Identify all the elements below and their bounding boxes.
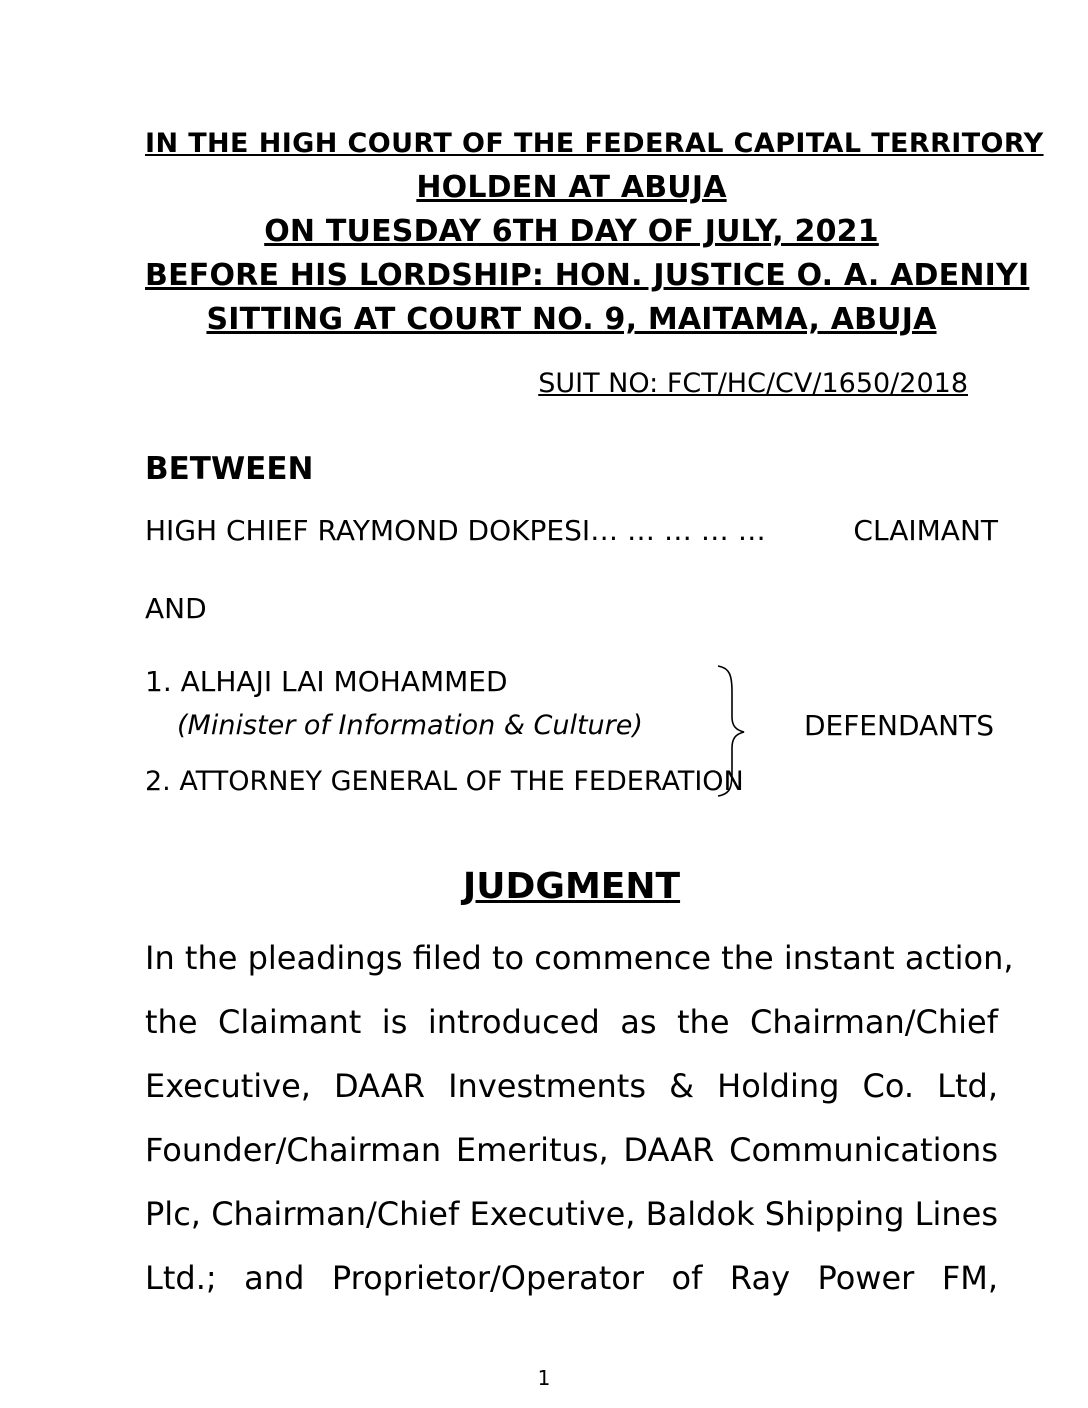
claimant-line [145,514,998,547]
body-line: In the pleadings filed to commence the instant action, [145,939,1014,977]
body-line: Plc, Chairman/Chief Executive, Baldok Shipping Lines [145,1195,998,1233]
suit-number: SUIT NO: FCT/HC/CV/1650/2018 [538,368,968,399]
body-line: Founder/Chairman Emeritus, DAAR Communications [145,1131,998,1169]
body-line: Executive, DAAR Investments & Holding Co. Ltd, [145,1067,998,1105]
defendant-2: 2. ATTORNEY GENERAL OF THE FEDERATION [145,766,744,797]
between-heading: BETWEEN [145,451,314,487]
claimant-role: CLAIMANT [853,514,998,547]
defendant-1: 1. ALHAJI LAI MOHAMMED [145,665,508,698]
body-line: Ltd.; and Proprietor/Operator of Ray Power FM, [145,1259,998,1297]
date-line: ON TUESDAY 6TH DAY OF JULY, 2021 [264,214,879,249]
document-title: JUDGMENT [462,866,681,907]
body-line: the Claimant is introduced as the Chairman/Chief [145,1003,998,1041]
curly-brace-icon [712,662,748,800]
court-title: IN THE HIGH COURT OF THE FEDERAL CAPITAL TERRITORY [145,128,1044,159]
judge-line: BEFORE HIS LORDSHIP: HON. JUSTICE O. A. ADENIYI [145,258,1030,293]
defendant-1-note: (Minister of Information & Culture) [177,710,643,741]
claimant-name: HIGH CHIEF RAYMOND DOKPESI… … … … … [145,514,766,547]
holden-line: HOLDEN AT ABUJA [416,170,727,205]
sitting-line: SITTING AT COURT NO. 9, MAITAMA, ABUJA [206,302,937,337]
and-label: AND [145,592,207,625]
page-number: 1 [537,1366,551,1390]
defendants-role: DEFENDANTS [803,709,994,742]
